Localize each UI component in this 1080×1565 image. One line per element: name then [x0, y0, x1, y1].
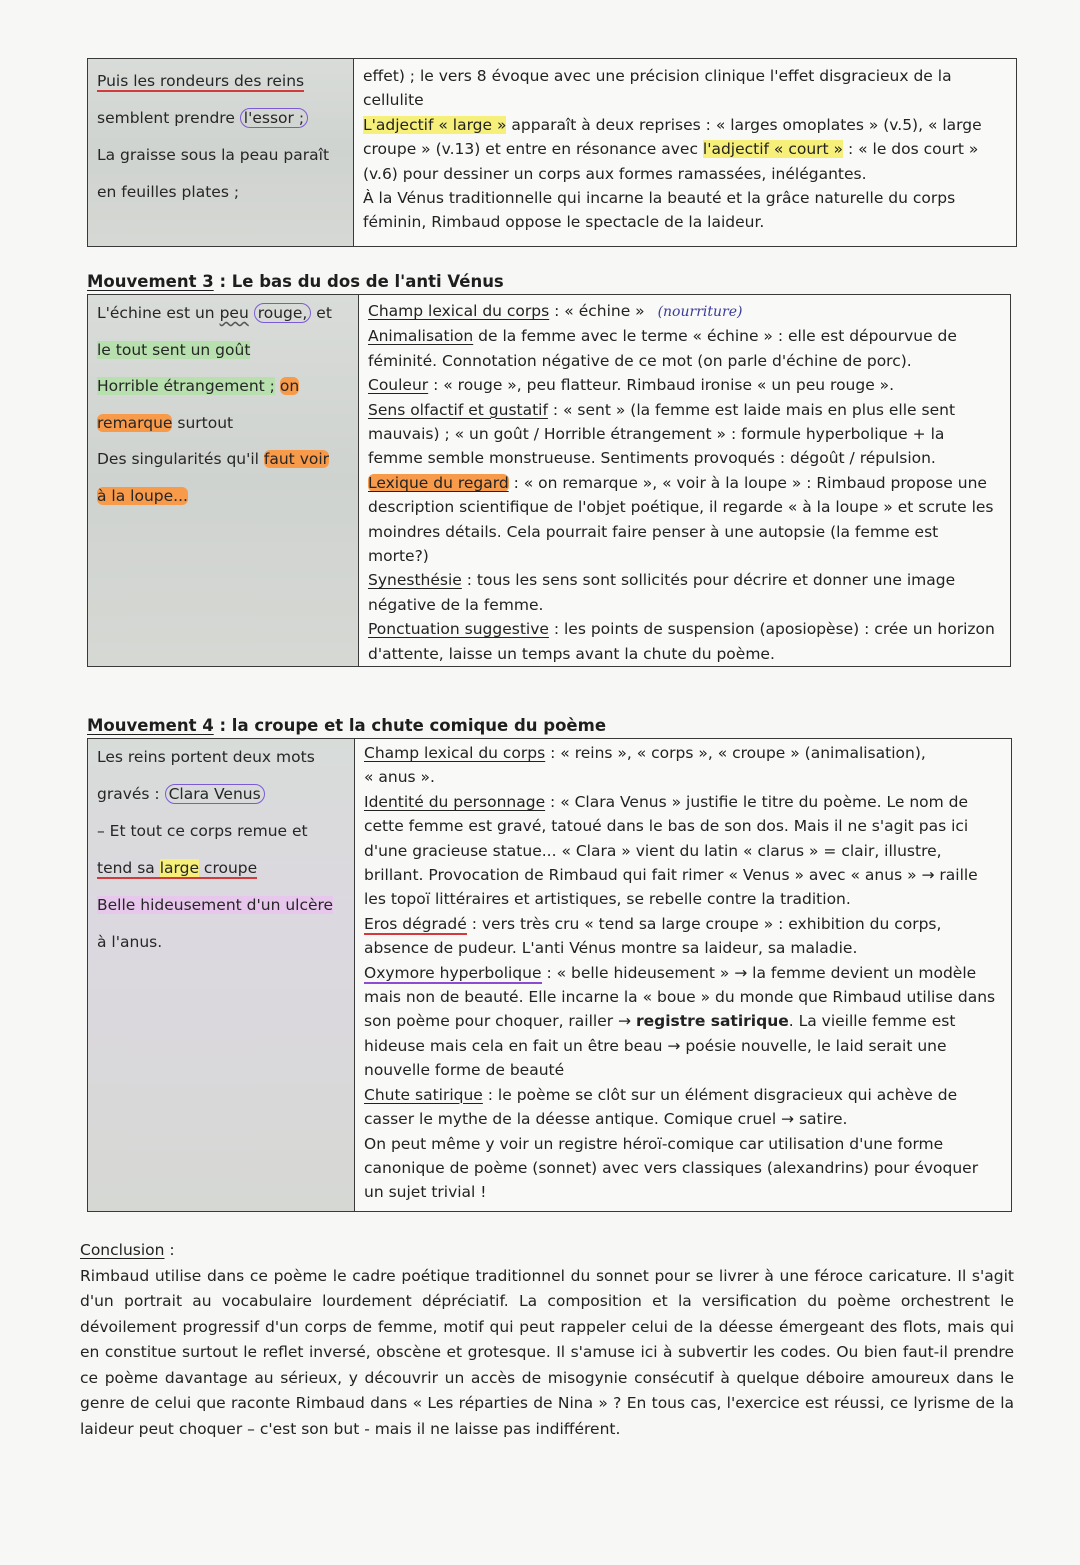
verse-line: gravés : Clara Venus — [97, 776, 354, 813]
analysis-line: casser le mythe de la déesse antique. Comique cruel → satire. — [364, 1110, 848, 1129]
analysis-line: absence de pudeur. L'anti Vénus montre sa laideur, sa maladie. — [364, 939, 858, 958]
analysis-line: Eros dégradé : vers très cru « tend sa large croupe » : exhibition du corps, — [364, 914, 942, 933]
analysis-line: Chute satirique : le poème se clôt sur un élément disgracieux qui achève de — [364, 1085, 958, 1104]
analysis-line: Ponctuation suggestive : les points de suspension (aposiopèse) : crée un horizon — [368, 620, 995, 639]
analysis-line: d'une gracieuse statue... « Clara » vient du latin « clarus » = clair, illustre, — [364, 841, 942, 860]
analysis-line: un sujet trivial ! — [364, 1183, 487, 1202]
analysis-line: On peut même y voir un registre héroï-comique car utilisation d'une forme — [364, 1134, 944, 1153]
poem-verses-column — [88, 739, 355, 1211]
verse-line: semblent prendre l'essor ; — [97, 100, 353, 137]
analysis-line: d'attente, laisse un temps avant la chute du poème. — [368, 644, 775, 663]
analysis-line: Sens olfactif et gustatif : « sent » (la femme est laide mais en plus elle sent — [368, 400, 956, 419]
analysis-line: féminité. Connotation négative de ce mot (on parle d'échine de porc). — [368, 351, 912, 370]
analysis-line: Oxymore hyperbolique : « belle hideusement » → la femme devient un modèle — [364, 963, 977, 982]
verse-line: le tout sent un goût — [97, 340, 251, 359]
analysis-line: Identité du personnage : « Clara Venus » justifie le titre du poème. Le nom de — [364, 792, 969, 811]
analysis-line: Couleur : « rouge », peu flatteur. Rimbaud ironise « un peu rouge ». — [368, 376, 895, 395]
conclusion-title: Conclusion : — [80, 1241, 175, 1259]
verse-line: Les reins portent deux mots — [97, 748, 315, 766]
analysis-line: « anus ». — [364, 768, 435, 787]
analysis-line: description scientifique de l'objet poétique, il regarde « à la loupe » et scrute les — [368, 498, 994, 517]
verse-line: à la loupe... — [97, 486, 188, 505]
verse-line: La graisse sous la peau paraît — [97, 146, 330, 164]
poem-verses-column — [88, 295, 359, 666]
analysis-line: Animalisation de la femme avec le terme « échine » : elle est dépourvue de — [368, 327, 957, 346]
analysis-line: L'adjectif « large » apparaît à deux reprises : « larges omoplates » (v.5), « large — [363, 115, 982, 134]
analysis-line: canonique de poème (sonnet) avec vers classiques (alexandrins) pour évoquer — [364, 1158, 979, 1177]
verse-line: tend sa large croupe — [97, 859, 258, 877]
analysis-line: À la Vénus traditionnelle qui incarne la beauté et la grâce naturelle du corps — [363, 189, 956, 208]
analysis-line: mauvais) ; « un goût / Horrible étrangement » : formule hyperbolique + la — [368, 425, 945, 444]
analysis-line: femme semble monstrueuse. Sentiments provoqués : dégoût / répulsion. — [368, 449, 936, 468]
analysis-column — [354, 59, 1014, 246]
analysis-line: (v.6) pour dessiner un corps aux formes ramassées, inélégantes. — [363, 164, 867, 183]
verse-line: à l'anus. — [97, 933, 163, 951]
analysis-line: morte?) — [368, 547, 429, 566]
verse-line: Des singularités qu'il faut voir — [97, 450, 330, 468]
analysis-line: les topoï littéraires et artistiques, se rebelle contre la tradition. — [364, 890, 851, 909]
analysis-line: brillant. Provocation de Rimbaud qui fait rimer « Venus » avec « anus » → raille — [364, 866, 978, 885]
analysis-column — [355, 739, 1009, 1211]
movement-3-heading: Mouvement 3 : Le bas du dos de l'anti Vénus — [87, 272, 504, 291]
movement-4-table — [87, 738, 1012, 1212]
analysis-line: Champ lexical du corps : « échine » (nourriture) — [368, 302, 743, 320]
conclusion-text: Rimbaud utilise dans ce poème le cadre poétique traditionnel du sonnet pour se livrer à une féroce caricature. Il s'agit d'un portrait au vocabulaire lourdement dépréciatif. La composition et la versification du poème orchestrent le dévoilement progressif d'un corps de femme, motif qui peut rappeler celui de la déesse émergeant des flots, mais qui en constitue surtout le reflet inversé, obscène et grotesque. Il s'amuse ici à subvertir les codes. Ou bien faut-il prendre ce poème davantage au sérieux, y découvrir un accès de misogynie consécutif à quelque déboire amoureux dans le genre de celui que raconte Rimbaud dans « Les réparties de Nina » ? En tous cas, l'exercice est réussi, ce lyrisme de la laideur peut choquer – c'est son but - mais il ne laisse pas indifférent. — [80, 1266, 1014, 1438]
analysis-line: effet) ; le vers 8 évoque avec une précision clinique l'effet disgracieux de la — [363, 67, 952, 85]
analysis-line: croupe » (v.13) et entre en résonance avec l'adjectif « court » : « le dos court » — [363, 140, 979, 159]
verse-line: Horrible étrangement ; on — [97, 377, 300, 395]
analysis-line: Champ lexical du corps : « reins », « corps », « croupe » (animalisation), — [364, 744, 926, 762]
analysis-line: Synesthésie : tous les sens sont sollicités pour décrire et donner une image — [368, 571, 956, 590]
analysis-line: négative de la femme. — [368, 595, 544, 614]
conclusion-section — [80, 1238, 1014, 1442]
analysis-line: moindres détails. Cela pourrait faire penser à une autopsie (la femme est — [368, 522, 939, 541]
verse-line: L'échine est un peu rouge, et — [97, 304, 332, 322]
analysis-column — [359, 295, 1008, 666]
verse-line: – Et tout ce corps remue et — [97, 822, 308, 840]
movement-4-heading: Mouvement 4 : la croupe et la chute comique du poème — [87, 716, 607, 735]
analysis-line: Lexique du regard : « on remarque », « voir à la loupe » : Rimbaud propose une — [368, 473, 987, 492]
analysis-line: hideuse mais cela en fait un être beau → poésie nouvelle, le laid serait une — [364, 1036, 947, 1055]
poem-verses-column — [88, 59, 354, 246]
verse-line: Puis les rondeurs des reins — [97, 72, 305, 90]
movement-3-table — [87, 294, 1011, 667]
analysis-line: féminin, Rimbaud oppose le spectacle de la laideur. — [363, 213, 765, 232]
analysis-line: mais non de beauté. Elle incarne la « boue » du monde que Rimbaud utilise dans — [364, 988, 996, 1007]
verse-line: Belle hideusement d'un ulcère — [97, 896, 334, 914]
analysis-line: nouvelle forme de beauté — [364, 1061, 565, 1080]
analysis-line: cette femme est gravé, tatoué dans le bas de son dos. Mais il ne s'agit pas ici — [364, 817, 969, 836]
analysis-line: cellulite — [363, 91, 424, 110]
analysis-line: son poème pour choquer, railler → registre satirique. La vieille femme est — [364, 1012, 956, 1031]
movement-2-table — [87, 58, 1017, 247]
verse-line: remarque surtout — [97, 413, 234, 432]
verse-line: en feuilles plates ; — [97, 183, 240, 201]
